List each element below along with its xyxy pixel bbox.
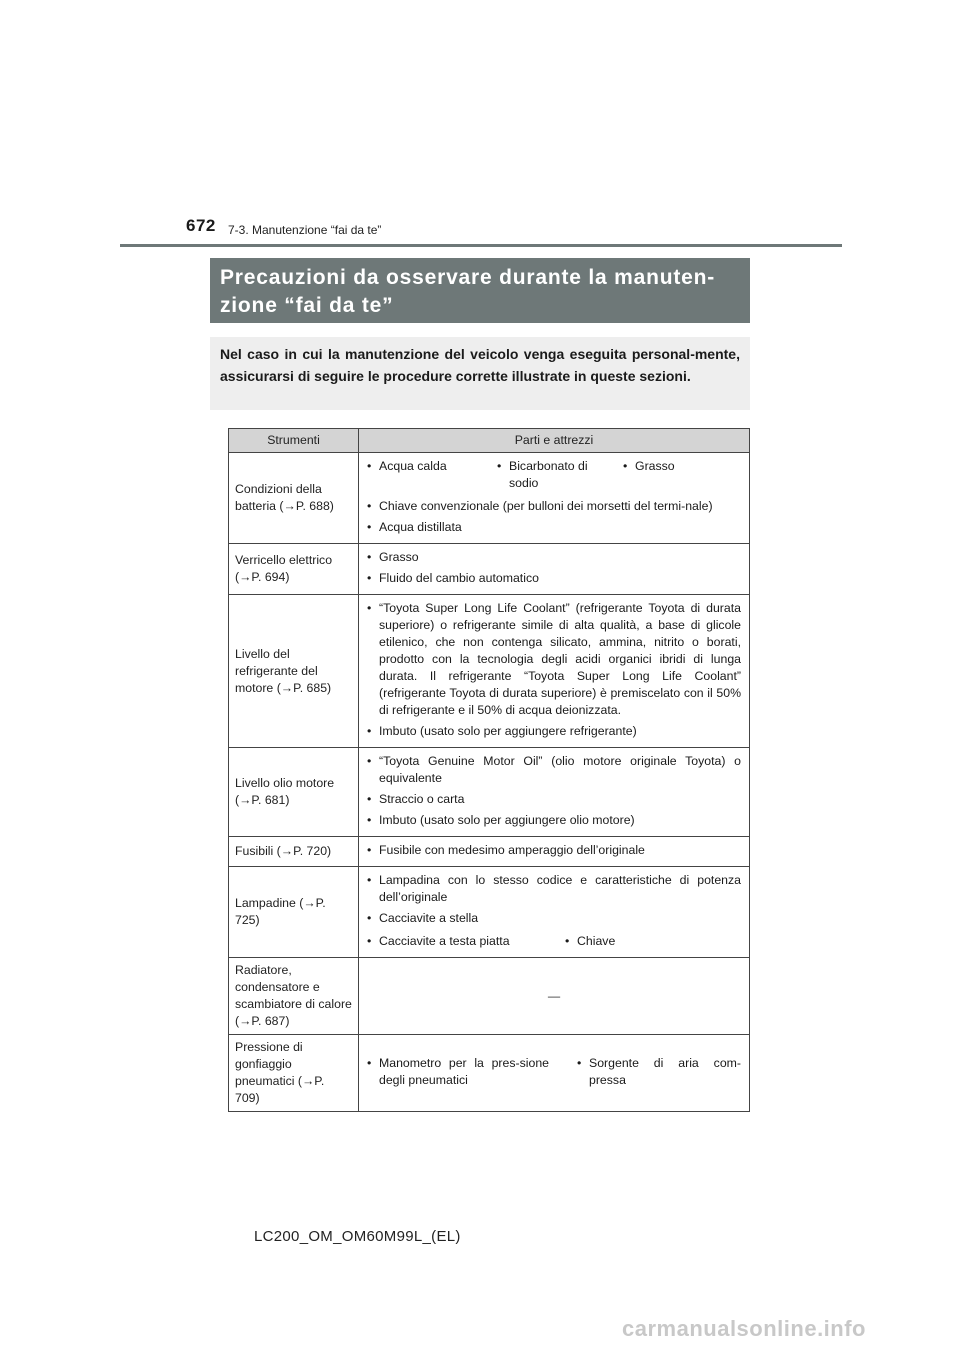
list-item: • Cacciavite a testa piatta xyxy=(367,933,555,950)
parts-cell xyxy=(359,837,750,867)
table-row xyxy=(229,595,750,748)
list-item: • Lampadina con lo stesso codice e caratteristiche di potenza dell’originale xyxy=(367,872,741,906)
table-row xyxy=(229,544,750,595)
tool-cell: Fusibili (→P. 720) xyxy=(229,837,359,867)
parts-cell xyxy=(359,748,750,837)
list-item: • Chiave xyxy=(565,933,697,950)
table-row xyxy=(229,1035,750,1112)
tool-cell: Livello olio motore (→P. 681) xyxy=(229,748,359,837)
parts-tools-table xyxy=(228,428,750,1112)
table-row xyxy=(229,748,750,837)
page-title-line-1: Precauzioni da osservare durante la manuten- xyxy=(220,266,716,289)
list-item: • Bicarbonato di sodio xyxy=(497,458,599,492)
empty-dash: — xyxy=(359,958,750,1035)
document-code: LC200_OM_OM60M99L_(EL) xyxy=(254,1228,461,1245)
parts-cell xyxy=(359,595,750,748)
list-item: • Acqua calda xyxy=(367,458,487,475)
table-row xyxy=(229,867,750,958)
inline-items xyxy=(367,1053,741,1093)
section-reference: 7-3. Manutenzione “fai da te” xyxy=(228,223,382,237)
table-row xyxy=(229,958,750,1035)
parts-cell xyxy=(359,453,750,544)
tool-cell: Livello del refrigerante del motore (→P. 685) xyxy=(229,595,359,748)
list-item: • “Toyota Super Long Life Coolant” (refrigerante Toyota di durata superiore) o refrigerante simile di alta qualità, a base di glicole etilenico, che non contenga silicato, ammina, nitrito o borati, prodotto con la tecnologia degli acidi organici ibridi di lunga durata. Il refrigerante “Toyota Super Long Life Coolant” (refrigerante Toyota di durata superiore) è premiscelato con il 50% di refrigerante e il 50% di acqua deionizzata. xyxy=(367,600,741,719)
list-item: • Straccio o carta xyxy=(367,791,741,808)
tool-cell: Condizioni della batteria (→P. 688) xyxy=(229,453,359,544)
column-header-parts: Parti e attrezzi xyxy=(359,429,750,453)
inline-items xyxy=(367,456,741,496)
inline-items xyxy=(367,931,741,954)
parts-cell xyxy=(359,1035,750,1112)
list-item: • Acqua distillata xyxy=(367,519,741,536)
list-item: • Cacciavite a stella xyxy=(367,910,741,927)
table-row xyxy=(229,453,750,544)
column-header-tools: Strumenti xyxy=(229,429,359,453)
page-title-line-2: zione “fai da te” xyxy=(220,294,394,317)
table-header-row xyxy=(229,429,750,453)
table-row xyxy=(229,837,750,867)
list-item: • Grasso xyxy=(623,458,715,475)
list-item: • Imbuto (usato solo per aggiungere olio motore) xyxy=(367,812,741,829)
list-item: • “Toyota Genuine Motor Oil” (olio motore originale Toyota) o equivalente xyxy=(367,753,741,787)
watermark: carmanualsonline.info xyxy=(622,1316,866,1341)
list-item: • Imbuto (usato solo per aggiungere refrigerante) xyxy=(367,723,741,740)
page-number: 672 xyxy=(186,216,216,235)
tool-cell: Radiatore, condensatore e scambiatore di calore (→P. 687) xyxy=(229,958,359,1035)
parts-cell xyxy=(359,867,750,958)
parts-cell xyxy=(359,544,750,595)
tool-cell: Verricello elettrico (→P. 694) xyxy=(229,544,359,595)
list-item: • Fusibile con medesimo amperaggio dell’originale xyxy=(367,842,741,859)
list-item: • Fluido del cambio automatico xyxy=(367,570,741,587)
page-title xyxy=(210,258,750,323)
list-item: • Chiave convenzionale (per bulloni dei morsetti del termi-nale) xyxy=(367,498,741,515)
list-item: • Sorgente di aria com-pressa xyxy=(577,1055,741,1089)
tool-cell: Lampadine (→P. 725) xyxy=(229,867,359,958)
intro-note: Nel caso in cui la manutenzione del veicolo venga eseguita personal-mente, assicurarsi di seguire le procedure corrette illustrate in queste sezioni. xyxy=(210,337,750,410)
list-item: • Grasso xyxy=(367,549,741,566)
list-item: • Manometro per la pres-sione degli pneumatici xyxy=(367,1055,549,1089)
header-divider xyxy=(120,244,842,247)
tool-cell: Pressione di gonfiaggio pneumatici (→P. 709) xyxy=(229,1035,359,1112)
